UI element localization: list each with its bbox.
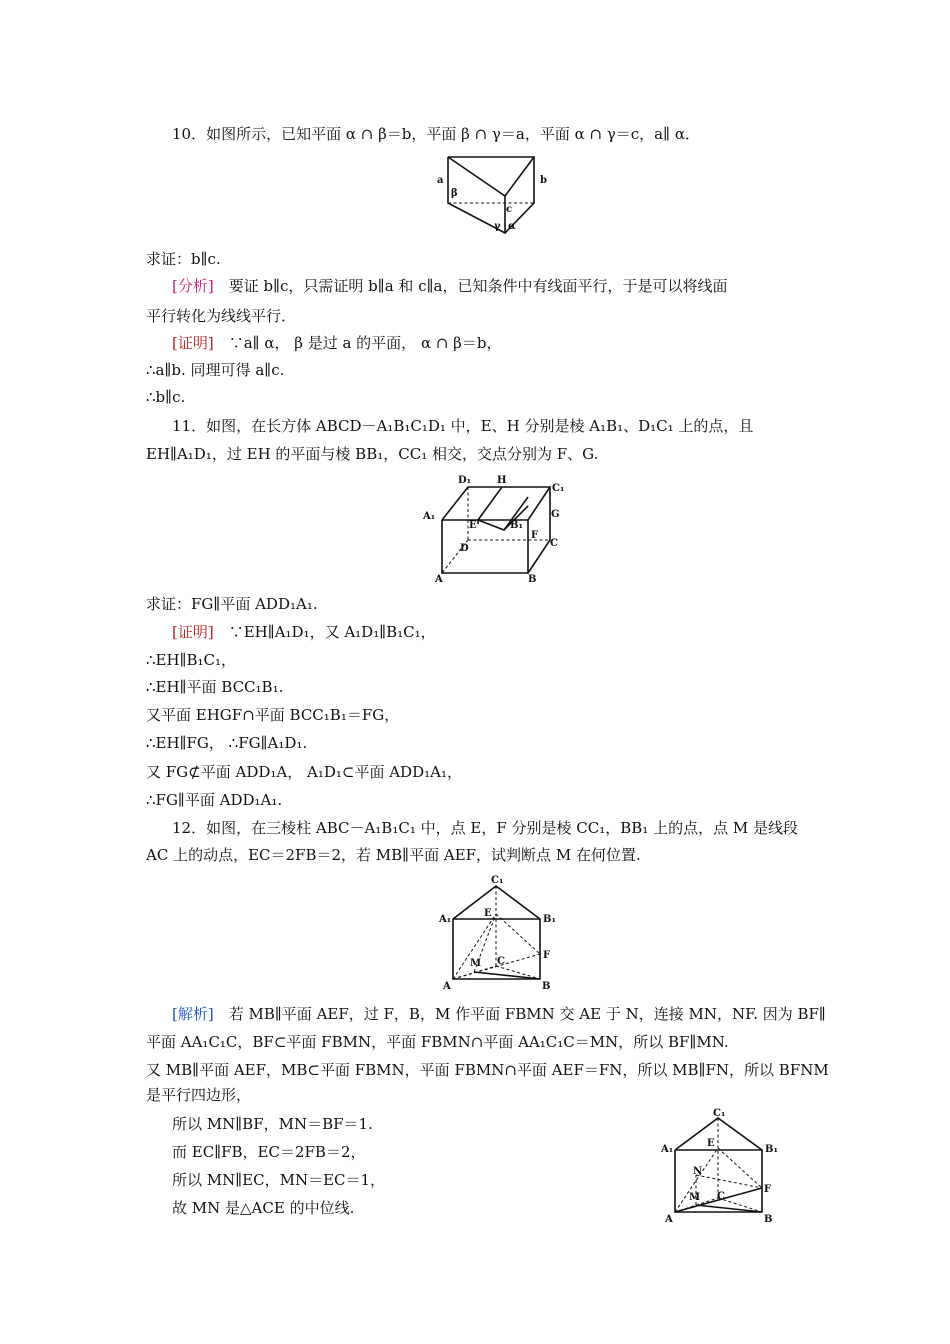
p11-proof-line6: 又 FG⊄平面 ADD₁A， A₁D₁⊂平面 ADD₁A₁，	[146, 763, 462, 781]
fig12b-label-N: N	[693, 1166, 703, 1177]
analysis-tag: [分析]	[172, 277, 214, 295]
fig11-label-A: A	[435, 574, 443, 585]
fig11-label-D: D	[460, 543, 469, 554]
fig11-label-H: H	[497, 475, 507, 486]
fig11-label-B: B	[528, 574, 537, 585]
fig12-label-E: E	[484, 908, 492, 919]
p11-proof-line4: 又平面 EHGF∩平面 BCC₁B₁＝FG，	[146, 706, 400, 724]
figure-12-solution	[660, 1110, 780, 1225]
p12-statement-line2: AC 上的动点，EC＝2FB＝2，若 MB∥平面 AEF，试判断点 M 在何位置.	[146, 846, 641, 864]
fig12b-label-F: F	[764, 1184, 772, 1195]
fig12-label-F: F	[543, 950, 551, 961]
fig12-label-M: M	[470, 958, 482, 969]
fig12-label-A1: A₁	[439, 914, 452, 925]
p11-proof-line5: ∴EH∥FG， ∴FG∥A₁D₁.	[146, 734, 308, 752]
figure-11	[418, 470, 568, 585]
fig12b-label-C1: C₁	[713, 1108, 726, 1119]
p11-statement-line2: EH∥A₁D₁，过 EH 的平面与棱 BB₁，CC₁ 相交，交点分别为 F、G.	[146, 445, 599, 463]
p10-prove: 求证：b∥c.	[146, 250, 221, 268]
fig11-label-A1: A₁	[423, 511, 436, 522]
p11-proof-line2: ∴EH∥B₁C₁，	[146, 651, 237, 669]
p10-proof-line2: ∴a∥b. 同理可得 a∥c.	[146, 361, 285, 379]
p10-analysis-line2: 平行转化为线线平行．	[146, 307, 297, 325]
fig11-label-C: C	[550, 538, 558, 549]
fig10-label-alpha: α	[508, 221, 516, 232]
figure-10	[430, 150, 560, 240]
p12-analysis-line8: 故 MN 是△ACE 的中位线.	[172, 1199, 355, 1217]
p12-analysis-line4: 是平行四边形，	[146, 1086, 252, 1104]
fig12-label-C: C	[497, 956, 505, 967]
proof-tag: [证明]	[172, 623, 214, 641]
p12-analysis-line1: [解析] 若 MB∥平面 AEF，过 F，B，M 作平面 FBMN 交 AE 于 N，连接 MN，NF. 因为 BF∥	[172, 1005, 826, 1023]
figure-12	[438, 874, 558, 992]
p11-proof-line1: [证明] ∵EH∥A₁D₁，又 A₁D₁∥B₁C₁，	[172, 623, 436, 641]
fig12b-label-A1: A₁	[661, 1144, 674, 1155]
fig11-label-C1: C₁	[552, 483, 565, 494]
fig11-label-F: F	[531, 530, 539, 541]
analysis-tag: [解析]	[172, 1005, 214, 1023]
p12-analysis-line6: 而 EC∥FB，EC＝2FB＝2，	[172, 1143, 366, 1161]
fig12-label-C1: C₁	[491, 875, 504, 886]
p10-proof-line3: ∴b∥c.	[146, 388, 186, 406]
fig12-label-A: A	[443, 981, 451, 992]
fig11-label-D1: D₁	[458, 475, 472, 486]
fig12b-label-M: M	[689, 1192, 701, 1203]
fig12-label-B: B	[542, 981, 551, 992]
fig12b-label-A: A	[665, 1214, 673, 1225]
p12-statement-line1: 12．如图，在三棱柱 ABC－A₁B₁C₁ 中，点 E，F 分别是棱 CC₁，BB₁ 上的点，点 M 是线段	[172, 819, 798, 837]
p10-proof-line1: [证明] ∵a∥ α， β 是过 a 的平面， α ∩ β＝b，	[172, 334, 502, 352]
fig12b-label-B: B	[764, 1214, 773, 1225]
fig11-label-B1: B₁	[510, 520, 523, 531]
proof-tag: [证明]	[172, 334, 214, 352]
fig11-label-G: G	[551, 509, 560, 520]
fig12b-label-E: E	[707, 1138, 715, 1149]
fig10-label-c: c	[506, 204, 513, 215]
p10-analysis-line1: [分析] 要证 b∥c，只需证明 b∥a 和 c∥a，已知条件中有线面平行，于是可以将线面	[172, 277, 728, 295]
fig12b-label-C: C	[717, 1191, 725, 1202]
p11-prove: 求证：FG∥平面 ADD₁A₁.	[146, 595, 318, 613]
fig10-label-b: b	[540, 175, 547, 186]
p12-analysis-line7: 所以 MN∥EC，MN＝EC＝1，	[172, 1171, 386, 1189]
p10-statement: 10．如图所示，已知平面 α ∩ β＝b，平面 β ∩ γ＝a，平面 α ∩ γ＝c，a∥ α．	[172, 125, 700, 143]
p11-proof-line3: ∴EH∥平面 BCC₁B₁.	[146, 678, 284, 696]
p12-analysis-line3: 又 MB∥平面 AEF，MB⊂平面 FBMN，平面 FBMN∩平面 AEF＝FN，所以 MB∥FN，所以 BFNM	[146, 1061, 829, 1079]
p12-analysis-line5: 所以 MN∥BF，MN＝BF＝1.	[172, 1115, 373, 1133]
p11-proof-line7: ∴FG∥平面 ADD₁A₁.	[146, 791, 283, 809]
fig11-label-E: E	[469, 520, 477, 531]
fig10-label-a: a	[437, 175, 444, 186]
p12-analysis-line2: 平面 AA₁C₁C，BF⊂平面 FBMN，平面 FBMN∩平面 AA₁C₁C＝MN，所以 BF∥MN.	[146, 1033, 729, 1051]
fig12-label-B1: B₁	[543, 914, 556, 925]
p11-statement-line1: 11．如图，在长方体 ABCD－A₁B₁C₁D₁ 中，E、H 分别是棱 A₁B₁、D₁C₁ 上的点，且	[172, 417, 754, 435]
fig12b-label-B1: B₁	[765, 1144, 778, 1155]
fig10-label-beta: β	[451, 188, 458, 199]
fig10-label-gamma: γ	[494, 221, 501, 232]
